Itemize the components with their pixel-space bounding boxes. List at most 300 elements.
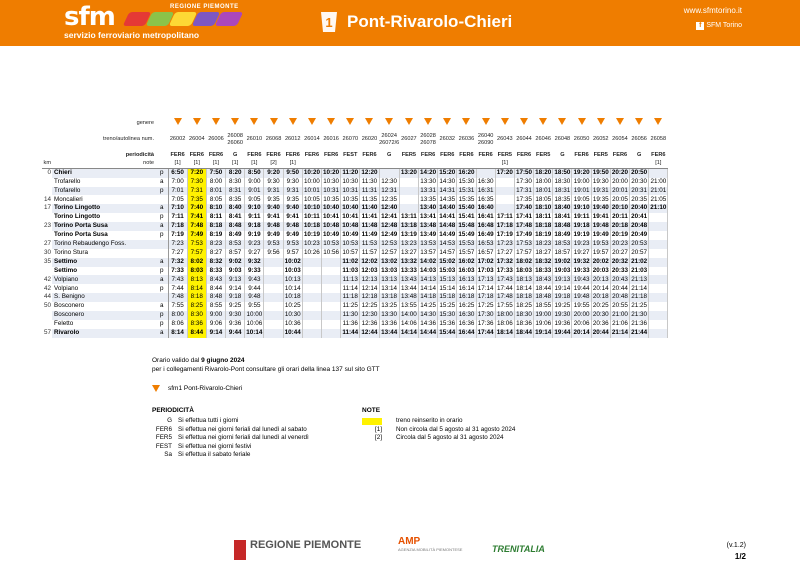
time-cell: 20:06 <box>573 320 590 328</box>
time-cell: 17:23 <box>496 240 513 248</box>
time-cell: 11:48 <box>361 222 378 230</box>
time-cell: 12:40 <box>379 204 399 213</box>
website-link[interactable]: www.sfmtorino.it <box>683 6 742 15</box>
time-cell: 13:40 <box>420 204 437 212</box>
time-cell: 12:25 <box>361 302 378 310</box>
time-cell <box>322 302 341 311</box>
brand-logo: sfm <box>64 2 115 32</box>
periodicita-code: FER5 <box>536 151 551 158</box>
time-cell: 7:33 <box>168 267 187 276</box>
time-cell: 8:44 <box>206 284 225 293</box>
time-cell: 7:48 <box>187 222 206 231</box>
time-cell: 18:50 <box>554 169 571 177</box>
periodicita-text: Si effettua tutti i giorni <box>178 417 239 424</box>
table-row <box>42 258 668 267</box>
time-cell: 9:18 <box>226 293 245 302</box>
time-cell: 15:20 <box>439 169 456 177</box>
time-cell: 12:41 <box>379 213 399 222</box>
time-cell: 13:25 <box>379 302 399 311</box>
time-cell: 17:11 <box>496 213 513 221</box>
note-code <box>572 159 591 168</box>
note-code <box>630 159 649 168</box>
document-version: (v.1.2) 1/2 <box>726 542 746 561</box>
time-cell: 7:30 <box>187 178 206 187</box>
periodicita-code: FER5 <box>155 434 172 441</box>
time-cell <box>264 311 283 320</box>
time-cell: 7:41 <box>187 213 206 222</box>
time-cell <box>302 284 321 293</box>
train-number: 26002 <box>169 136 186 143</box>
time-cell: 20:50 <box>631 169 648 177</box>
time-cell: 14:18 <box>420 293 436 301</box>
time-cell: 19:11 <box>573 213 590 221</box>
note-code: [1] <box>649 159 668 168</box>
time-cell: 11:03 <box>342 266 359 274</box>
genere-cell <box>399 118 418 129</box>
time-cell: 12:35 <box>379 195 399 204</box>
time-cell: 13:55 <box>401 302 417 310</box>
time-cell: 20:30 <box>592 311 609 319</box>
time-cell: 20:11 <box>612 213 628 221</box>
train-icon <box>405 118 413 125</box>
time-cell: 12:13 <box>361 275 378 283</box>
time-cell: 11:44 <box>342 328 359 336</box>
time-cell: 21:01 <box>650 186 667 194</box>
time-cell: 18:00 <box>535 177 552 185</box>
time-cell <box>264 275 283 284</box>
time-cell <box>649 240 668 249</box>
trenitalia-logo: TRENITALIA <box>492 544 545 554</box>
time-cell: 19:00 <box>535 311 552 319</box>
train-icon <box>558 118 566 125</box>
time-cell: 18:05 <box>535 195 552 203</box>
genere-cell <box>360 118 379 129</box>
time-cell: 19:05 <box>573 195 590 203</box>
time-cell: 10:53 <box>342 240 359 248</box>
time-cell: 9:01 <box>245 187 264 196</box>
table-row <box>42 222 668 231</box>
validity-info <box>152 356 380 393</box>
periodicita-code: FER6 <box>285 151 300 158</box>
time-cell: 9:20 <box>264 169 283 178</box>
time-cell <box>495 204 514 213</box>
train-number-label: treno/autolinea num. <box>103 136 154 143</box>
time-cell: 15:48 <box>458 222 475 230</box>
time-cell: 13:48 <box>420 222 437 230</box>
time-cell: 9:13 <box>226 275 245 284</box>
time-cell <box>649 275 668 284</box>
note-code: [1] <box>187 159 206 168</box>
time-cell: 10:14 <box>246 328 263 336</box>
time-cell: 11:13 <box>342 275 358 283</box>
time-cell: 16:44 <box>458 328 475 336</box>
time-cell: 20:43 <box>612 275 628 283</box>
note-code: [1] <box>206 159 225 168</box>
time-cell: 7:32 <box>168 258 187 267</box>
km-cell <box>42 118 52 129</box>
time-cell <box>322 267 341 276</box>
time-cell: 8:32 <box>206 258 225 267</box>
periodicita-code: FER6 <box>323 151 339 158</box>
time-cell: 9:02 <box>226 258 245 267</box>
train-number: 26014 <box>304 136 320 143</box>
station-name: Chieri <box>52 169 156 178</box>
ap-cell <box>156 151 168 160</box>
time-cell: 20:31 <box>631 186 648 194</box>
regione-piemonte-logo: REGIONE PIEMONTE <box>250 540 361 550</box>
time-cell: 19:40 <box>592 204 609 212</box>
time-cell: 15:03 <box>439 266 456 274</box>
time-cell: 11:35 <box>361 195 378 203</box>
arrival-departure: a <box>156 302 168 311</box>
time-cell: 9:48 <box>264 222 283 231</box>
time-cell: 13:32 <box>400 257 417 265</box>
time-cell: 9:43 <box>245 275 264 284</box>
line-reference-label: sfm1 Pont-Rivarolo-Chieri <box>168 385 243 392</box>
time-cell: 18:06 <box>496 320 513 328</box>
time-cell: 8:11 <box>206 213 225 222</box>
time-cell: 19:53 <box>592 240 609 248</box>
note-code: [2] <box>264 159 283 168</box>
time-cell: 17:20 <box>496 169 513 177</box>
periodicita-text: Si effettua nei giorni feriali dal lunedì al sabato <box>178 425 307 433</box>
time-cell: 17:02 <box>477 257 494 265</box>
time-cell: 10:20 <box>323 169 340 177</box>
km-value: 57 <box>43 328 51 336</box>
time-cell: 8:00 <box>206 178 225 187</box>
time-cell <box>302 311 321 320</box>
genere-cell <box>591 118 610 129</box>
arrival-departure: p <box>156 284 168 293</box>
time-cell: 7:53 <box>187 240 206 249</box>
time-cell: 10:23 <box>304 240 320 248</box>
time-cell: 8:14 <box>168 329 187 338</box>
table-row <box>42 169 668 178</box>
time-cell: 13:30 <box>420 177 436 185</box>
km-value <box>42 213 52 222</box>
arrival-departure: p <box>156 311 168 320</box>
periodicita-code: FER6 <box>478 151 493 158</box>
time-cell <box>649 267 668 276</box>
time-cell: 19:43 <box>573 275 590 283</box>
time-cell <box>322 320 341 329</box>
train-icon <box>174 118 182 125</box>
time-cell: 9:14 <box>226 284 245 293</box>
train-number: 26054 <box>612 136 628 143</box>
genere-cell <box>476 118 495 129</box>
time-cell: 19:44 <box>554 328 571 336</box>
periodicita-code: G <box>387 151 392 158</box>
time-cell: 13:11 <box>401 213 417 221</box>
time-cell: 9:41 <box>264 213 283 222</box>
time-cell: 14:25 <box>420 302 436 310</box>
time-cell: 9:56 <box>264 249 283 258</box>
time-cell: 10:18 <box>284 293 301 301</box>
time-cell: 19:25 <box>554 302 571 310</box>
time-cell: 19:01 <box>573 186 590 194</box>
table-row <box>42 293 668 302</box>
time-cell: 8:14 <box>187 284 206 293</box>
time-cell: 20:03 <box>592 266 609 274</box>
time-cell: 7:40 <box>187 204 206 213</box>
time-cell: 9:36 <box>226 320 245 329</box>
arrival-departure: a <box>156 178 168 187</box>
time-cell: 10:48 <box>342 222 359 230</box>
time-cell: 16:30 <box>458 311 475 319</box>
time-cell: 13:30 <box>379 311 399 320</box>
periodicita-code: FER6 <box>155 425 172 433</box>
facebook-link[interactable] <box>696 22 742 30</box>
time-cell: 8:30 <box>226 178 245 187</box>
periodicita-item <box>152 426 309 435</box>
time-cell: 20:05 <box>612 195 628 203</box>
periodicita-code: FER5 <box>497 151 512 158</box>
time-cell: 19:30 <box>592 177 609 185</box>
time-cell <box>264 320 283 329</box>
periodicita-title: PERIODICITÀ <box>152 407 194 414</box>
time-cell: 11:40 <box>361 204 378 212</box>
time-cell: 7:57 <box>187 249 206 258</box>
time-cell <box>649 258 668 267</box>
genere-cell <box>379 118 399 129</box>
time-cell: 9:10 <box>245 204 264 213</box>
time-cell: 20:33 <box>611 266 628 274</box>
time-cell: 17:57 <box>516 248 532 256</box>
time-cell: 14:49 <box>439 231 456 239</box>
time-cell: 8:33 <box>206 267 225 276</box>
time-cell: 19:49 <box>592 231 609 239</box>
brand-subtitle: servizio ferroviario metropolitano <box>64 30 200 40</box>
time-cell: 8:31 <box>226 187 245 196</box>
time-cell <box>322 275 341 284</box>
time-cell: 13:03 <box>379 267 399 276</box>
time-cell <box>302 320 321 329</box>
time-cell: 18:19 <box>535 231 552 239</box>
train-number: 26056 <box>631 136 647 143</box>
time-cell <box>302 267 321 276</box>
time-cell: 21:06 <box>612 320 628 328</box>
train-icon <box>308 118 316 125</box>
km-value <box>42 231 52 240</box>
time-cell: 9:23 <box>245 240 264 249</box>
time-cell: 12:44 <box>361 328 378 336</box>
time-cell <box>649 293 668 302</box>
time-cell: 8:10 <box>206 204 225 213</box>
periodicita-code: FER6 <box>612 151 628 158</box>
time-cell: 17:36 <box>477 320 494 328</box>
station-name: Volpiano <box>54 284 79 292</box>
time-cell: 9:41 <box>283 213 302 222</box>
time-cell: 9:50 <box>283 169 302 178</box>
km-value <box>42 178 52 187</box>
time-cell <box>379 169 399 178</box>
time-cell: 10:35 <box>342 195 359 203</box>
time-cell: 11:36 <box>342 320 358 328</box>
table-row <box>42 275 668 284</box>
time-cell <box>264 258 283 267</box>
header-row-numbers <box>42 129 668 151</box>
time-cell: 12:48 <box>379 222 399 231</box>
time-cell: 21:14 <box>611 328 628 336</box>
time-cell: 9:27 <box>245 249 264 258</box>
periodicita-item <box>152 451 309 460</box>
time-cell: 12:18 <box>361 293 378 301</box>
time-cell: 9:00 <box>206 311 225 320</box>
station-name: Settimo <box>54 266 78 274</box>
time-cell: 8:18 <box>206 222 225 231</box>
note-code <box>534 159 553 168</box>
arrival-departure: p <box>156 231 168 240</box>
time-cell: 20:13 <box>592 275 609 283</box>
km-value: 42 <box>43 275 51 283</box>
arrival-departure: p <box>156 187 168 196</box>
time-cell: 18:33 <box>535 266 552 274</box>
table-row <box>42 195 668 204</box>
time-cell: 11:53 <box>361 240 378 248</box>
time-cell: 8:02 <box>187 258 206 267</box>
train-number: 26016 <box>323 136 339 143</box>
km-value: 30 <box>43 248 51 256</box>
train-icon <box>616 118 624 125</box>
table-row <box>42 249 668 258</box>
train-number: 26043 <box>497 136 513 143</box>
train-icon <box>520 118 528 125</box>
periodicita-code: FER6 <box>420 151 436 158</box>
train-number: 26028 26078 <box>420 132 436 146</box>
genere-cell <box>206 118 225 129</box>
time-cell: 19:30 <box>554 311 571 319</box>
time-cell: 13:02 <box>379 258 399 267</box>
train-number: 26010 <box>246 136 263 143</box>
time-cell: 8:40 <box>226 204 245 213</box>
time-cell: 9:00 <box>245 178 264 187</box>
time-cell: 9:05 <box>245 195 264 204</box>
time-cell: 9:35 <box>283 195 302 204</box>
train-number: 26006 <box>208 136 224 143</box>
time-cell: 16:25 <box>458 302 475 310</box>
time-cell: 8:35 <box>226 195 245 204</box>
time-cell: 10:05 <box>304 195 320 203</box>
time-cell: 12:53 <box>379 240 399 249</box>
table-row <box>42 213 668 222</box>
time-cell: 11:14 <box>342 284 358 292</box>
time-cell: 8:41 <box>226 213 245 222</box>
arrival-departure <box>156 293 168 302</box>
line-badge-icon <box>318 11 340 33</box>
time-cell: 8:23 <box>206 240 225 249</box>
train-number: 26040 26090 <box>477 132 494 146</box>
header-row-periodicita <box>42 151 668 160</box>
train-number: 26020 <box>361 136 378 143</box>
note-code <box>360 159 379 168</box>
time-cell <box>649 311 668 320</box>
time-cell: 12:31 <box>379 187 399 196</box>
stripe-4 <box>215 12 244 26</box>
time-cell: 18:11 <box>535 213 552 221</box>
time-cell: 20:57 <box>631 248 648 256</box>
time-cell: 20:48 <box>631 222 648 230</box>
time-cell: 10:35 <box>323 195 339 203</box>
periodicita-code: FER6 <box>304 151 320 158</box>
time-cell <box>322 284 341 293</box>
time-cell: 12:02 <box>361 257 378 265</box>
periodicita-code: FEST <box>155 442 172 450</box>
time-cell: 9:40 <box>283 204 302 213</box>
train-icon <box>482 118 490 125</box>
time-cell: 18:48 <box>554 222 571 230</box>
note-highlight: treno reinserito in orario <box>362 417 515 426</box>
time-cell: 20:02 <box>592 257 609 265</box>
time-cell: 10:40 <box>342 204 359 212</box>
facebook-icon: f <box>696 22 704 30</box>
time-cell <box>649 329 668 338</box>
time-cell: 18:53 <box>554 240 571 248</box>
time-cell: 8:30 <box>187 311 206 320</box>
station-name: S. Benigno <box>52 293 156 302</box>
km-value: 23 <box>43 222 51 230</box>
train-icon <box>231 118 239 125</box>
time-cell: 14:03 <box>420 266 437 274</box>
time-cell: 21:05 <box>650 195 667 203</box>
time-cell: 16:53 <box>477 240 494 248</box>
time-cell: 20:00 <box>612 177 628 185</box>
note-code: [1] <box>226 159 245 168</box>
periodicita-code: FER5 <box>401 151 417 158</box>
time-cell <box>649 231 668 240</box>
note-1: [1] Non circola dal 5 agosto al 31 agosto 2024 <box>374 425 516 433</box>
time-cell: 17:49 <box>515 231 533 239</box>
time-cell: 11:18 <box>342 293 358 301</box>
time-cell <box>264 267 283 276</box>
periodicita-code: FER6 <box>266 151 281 158</box>
km-value <box>42 187 52 196</box>
time-cell: 20:32 <box>611 257 628 265</box>
train-number: 26044 <box>516 136 532 143</box>
time-cell: 18:14 <box>516 284 532 292</box>
time-cell: 7:31 <box>187 187 206 196</box>
time-cell: 21:18 <box>631 293 648 301</box>
genere-cell <box>534 118 553 129</box>
time-cell: 9:48 <box>283 222 302 231</box>
time-cell: 18:30 <box>516 311 532 319</box>
time-cell: 11:30 <box>342 311 358 319</box>
page-number: 1/2 <box>734 552 746 561</box>
time-cell: 14:30 <box>439 177 456 185</box>
train-number: 26012 <box>284 136 301 143</box>
time-cell: 14:02 <box>420 257 437 265</box>
periodicita-code: FER6 <box>189 151 204 158</box>
time-cell: 15:02 <box>439 257 456 265</box>
time-cell <box>649 222 668 231</box>
train-icon <box>635 118 643 125</box>
km-value: 17 <box>43 204 51 212</box>
time-cell: 8:53 <box>226 240 245 249</box>
time-cell: 11:31 <box>361 186 378 194</box>
time-cell: 19:41 <box>592 213 609 221</box>
periodicita-code: G <box>167 417 172 424</box>
time-cell: 9:30 <box>264 178 283 187</box>
time-cell: 19:23 <box>573 240 590 248</box>
time-cell: 19:13 <box>554 275 571 283</box>
header-row-genere <box>42 118 668 129</box>
time-cell: 19:14 <box>535 328 552 336</box>
time-cell: 11:41 <box>361 213 378 221</box>
time-cell: 15:57 <box>458 248 475 256</box>
time-cell: 9:30 <box>283 178 302 187</box>
time-cell: 18:32 <box>535 257 552 265</box>
time-cell <box>649 169 668 178</box>
time-cell: 17:48 <box>496 293 513 301</box>
